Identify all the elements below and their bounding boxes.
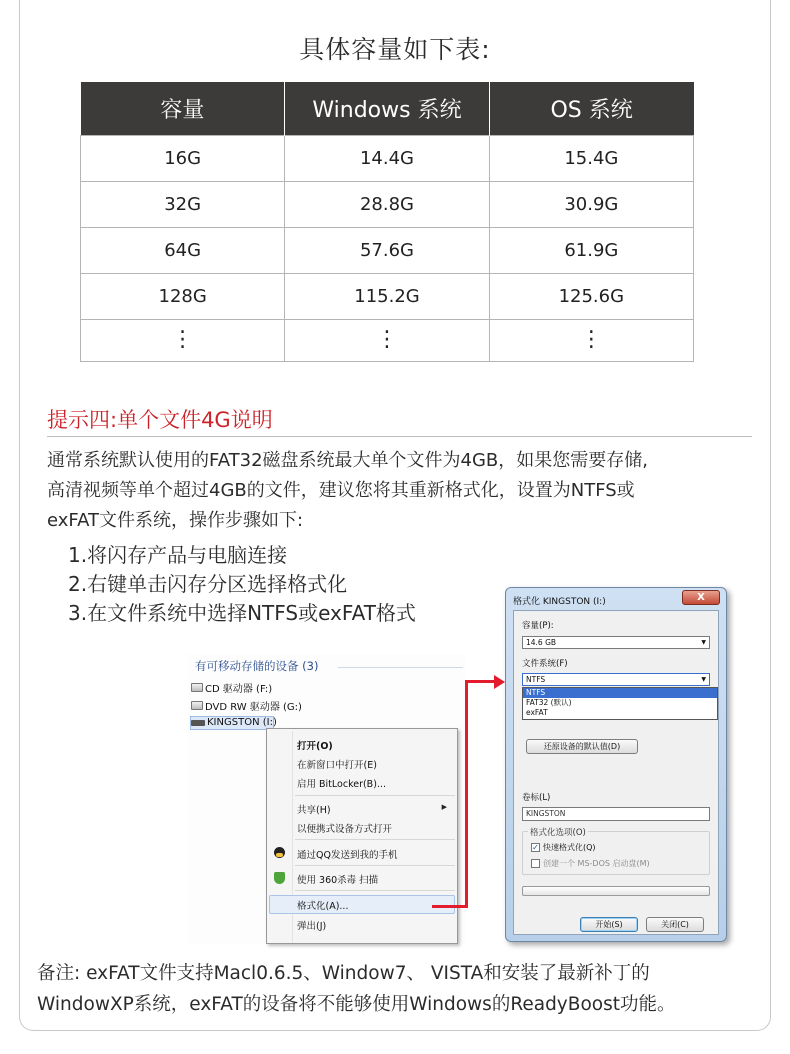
menu-separator bbox=[295, 865, 455, 866]
menu-item-open[interactable]: 打开(O) bbox=[297, 741, 333, 752]
usb-drive-icon bbox=[191, 720, 205, 726]
table-row bbox=[81, 181, 694, 227]
start-button[interactable]: 开始(S) bbox=[580, 917, 638, 932]
quick-format-label: 快速格式化(Q) bbox=[543, 843, 596, 852]
close-button[interactable]: 关闭(C) bbox=[646, 917, 704, 932]
frame-left-border bbox=[19, 0, 20, 1018]
cell-os: 61.9G bbox=[489, 227, 693, 273]
msdos-disk-checkbox[interactable] bbox=[531, 858, 650, 869]
cell-windows: 115.2G bbox=[285, 273, 489, 319]
cell-capacity: 16G bbox=[81, 135, 285, 181]
menu-item-format[interactable]: 格式化(A)... bbox=[297, 901, 349, 912]
tip-paragraph bbox=[47, 446, 767, 536]
cell-os: 125.6G bbox=[489, 273, 693, 319]
menu-item-portable-open[interactable]: 以便携式设备方式打开 bbox=[297, 824, 393, 835]
tip-divider bbox=[47, 436, 752, 437]
chevron-down-icon: ▼ bbox=[701, 676, 706, 683]
menu-item-360-scan[interactable]: 使用 360杀毒 扫描 bbox=[297, 875, 379, 886]
dialog-body bbox=[513, 610, 719, 935]
capacity-value: 14.6 GB bbox=[526, 638, 557, 647]
quick-format-checkbox[interactable] bbox=[531, 842, 596, 853]
cell-ellipsis: ⋮ bbox=[489, 319, 693, 361]
menu-item-eject[interactable]: 弹出(J) bbox=[297, 921, 327, 932]
dialog-title: 格式化 KINGSTON (I:) bbox=[513, 597, 606, 607]
format-options-legend: 格式化选项(O) bbox=[530, 828, 586, 838]
removable-devices-group-title: 有可移动存储的设备 (3) bbox=[195, 659, 319, 673]
column-header-os: OS 系统 bbox=[489, 82, 693, 135]
drive-label: CD 驱动器 (F:) bbox=[205, 684, 273, 695]
filesystem-option-ntfs[interactable]: NTFS bbox=[523, 688, 717, 698]
footnote-line: WindowXP系统，exFAT的设备将不能够使用Windows的ReadyBoost功能。 bbox=[37, 994, 676, 1015]
drive-item-dvd[interactable] bbox=[191, 698, 302, 713]
filesystem-option-exfat[interactable]: exFAT bbox=[526, 708, 548, 717]
restore-defaults-button[interactable]: 还原设备的默认值(D) bbox=[526, 739, 638, 754]
drive-label: DVD RW 驱动器 (G:) bbox=[205, 702, 302, 713]
menu-separator bbox=[295, 890, 455, 891]
paragraph-line: 通常系统默认使用的FAT32磁盘系统最大单个文件为4GB，如果您需要存储, bbox=[47, 450, 648, 471]
table-header-row bbox=[81, 82, 694, 135]
frame-right-border bbox=[770, 0, 771, 1018]
menu-separator bbox=[295, 839, 455, 840]
paragraph-line: exFAT文件系统，操作步骤如下: bbox=[47, 510, 304, 531]
table-row bbox=[81, 319, 694, 361]
group-divider bbox=[338, 667, 463, 668]
context-menu bbox=[266, 728, 458, 944]
cell-ellipsis: ⋮ bbox=[81, 319, 285, 361]
msdos-disk-label: 创建一个 MS-DOS 启动盘(M) bbox=[543, 859, 650, 868]
filesystem-dropdown bbox=[522, 687, 718, 720]
table-row bbox=[81, 227, 694, 273]
connector-line-vertical bbox=[465, 681, 468, 907]
filesystem-label: 文件系统(F) bbox=[522, 659, 568, 669]
connector-line-bottom bbox=[432, 905, 468, 908]
paragraph-line: 高清视频等单个超过4GB的文件，建议您将其重新格式化，设置为NTFS或 bbox=[47, 480, 635, 501]
cell-capacity: 64G bbox=[81, 227, 285, 273]
capacity-select[interactable] bbox=[522, 636, 710, 649]
cell-capacity: 128G bbox=[81, 273, 285, 319]
step-item: 1.将闪存产品与电脑连接 bbox=[68, 543, 288, 567]
table-row bbox=[81, 135, 694, 181]
filesystem-select[interactable] bbox=[522, 673, 710, 686]
checkbox-icon bbox=[531, 859, 540, 868]
cell-windows: 14.4G bbox=[285, 135, 489, 181]
volume-label-input[interactable]: KINGSTON bbox=[522, 807, 710, 821]
shield-icon bbox=[274, 872, 285, 884]
menu-item-open-new-window[interactable]: 在新窗口中打开(E) bbox=[297, 760, 377, 771]
footnote-line: 备注: exFAT文件支持Macl0.6.5、Window7、 VISTA和安装了最新补丁的 bbox=[37, 963, 650, 984]
cell-os: 15.4G bbox=[489, 135, 693, 181]
dvd-drive-icon bbox=[191, 701, 203, 710]
cell-os: 30.9G bbox=[489, 181, 693, 227]
checkbox-checked-icon: ✓ bbox=[532, 843, 539, 852]
cd-drive-icon bbox=[191, 683, 203, 692]
menu-item-qq-send[interactable]: 通过QQ发送到我的手机 bbox=[297, 850, 398, 861]
steps-list bbox=[68, 541, 416, 628]
column-header-capacity: 容量 bbox=[81, 82, 285, 135]
submenu-arrow-icon: ▶ bbox=[441, 803, 447, 811]
format-dialog bbox=[505, 587, 727, 942]
format-progress-bar bbox=[522, 886, 710, 896]
connector-line-top bbox=[465, 680, 497, 683]
filesystem-option-fat32[interactable]: FAT32 (默认) bbox=[526, 698, 572, 707]
drive-label: KINGSTON (I:) bbox=[207, 717, 277, 728]
qq-icon bbox=[274, 847, 285, 858]
volume-label-caption: 卷标(L) bbox=[522, 793, 551, 803]
menu-item-share[interactable]: 共享(H) bbox=[297, 805, 331, 816]
drive-item-cd[interactable] bbox=[191, 680, 272, 695]
close-icon[interactable]: X bbox=[682, 590, 720, 605]
column-header-windows: Windows 系统 bbox=[285, 82, 489, 135]
capacity-label: 容量(P): bbox=[522, 621, 554, 631]
menu-item-bitlocker[interactable]: 启用 BitLocker(B)... bbox=[297, 779, 386, 790]
tip-title: 提示四:单个文件4G说明 bbox=[47, 408, 273, 432]
page-title: 具体容量如下表: bbox=[299, 35, 491, 64]
table-row bbox=[81, 273, 694, 319]
capacity-table bbox=[80, 82, 694, 362]
cell-windows: 57.6G bbox=[285, 227, 489, 273]
step-item: 3.在文件系统中选择NTFS或exFAT格式 bbox=[68, 601, 416, 625]
chevron-down-icon: ▼ bbox=[701, 639, 706, 646]
menu-separator bbox=[295, 795, 455, 796]
cell-windows: 28.8G bbox=[285, 181, 489, 227]
format-options-group bbox=[522, 828, 710, 875]
arrow-right-icon bbox=[494, 675, 505, 689]
footnote bbox=[37, 958, 767, 1020]
step-item: 2.右键单击闪存分区选择格式化 bbox=[68, 572, 348, 596]
cell-ellipsis: ⋮ bbox=[285, 319, 489, 361]
filesystem-value: NTFS bbox=[526, 675, 546, 684]
cell-capacity: 32G bbox=[81, 181, 285, 227]
explorer-screenshot bbox=[188, 654, 466, 944]
drive-item-kingston[interactable] bbox=[191, 717, 277, 728]
